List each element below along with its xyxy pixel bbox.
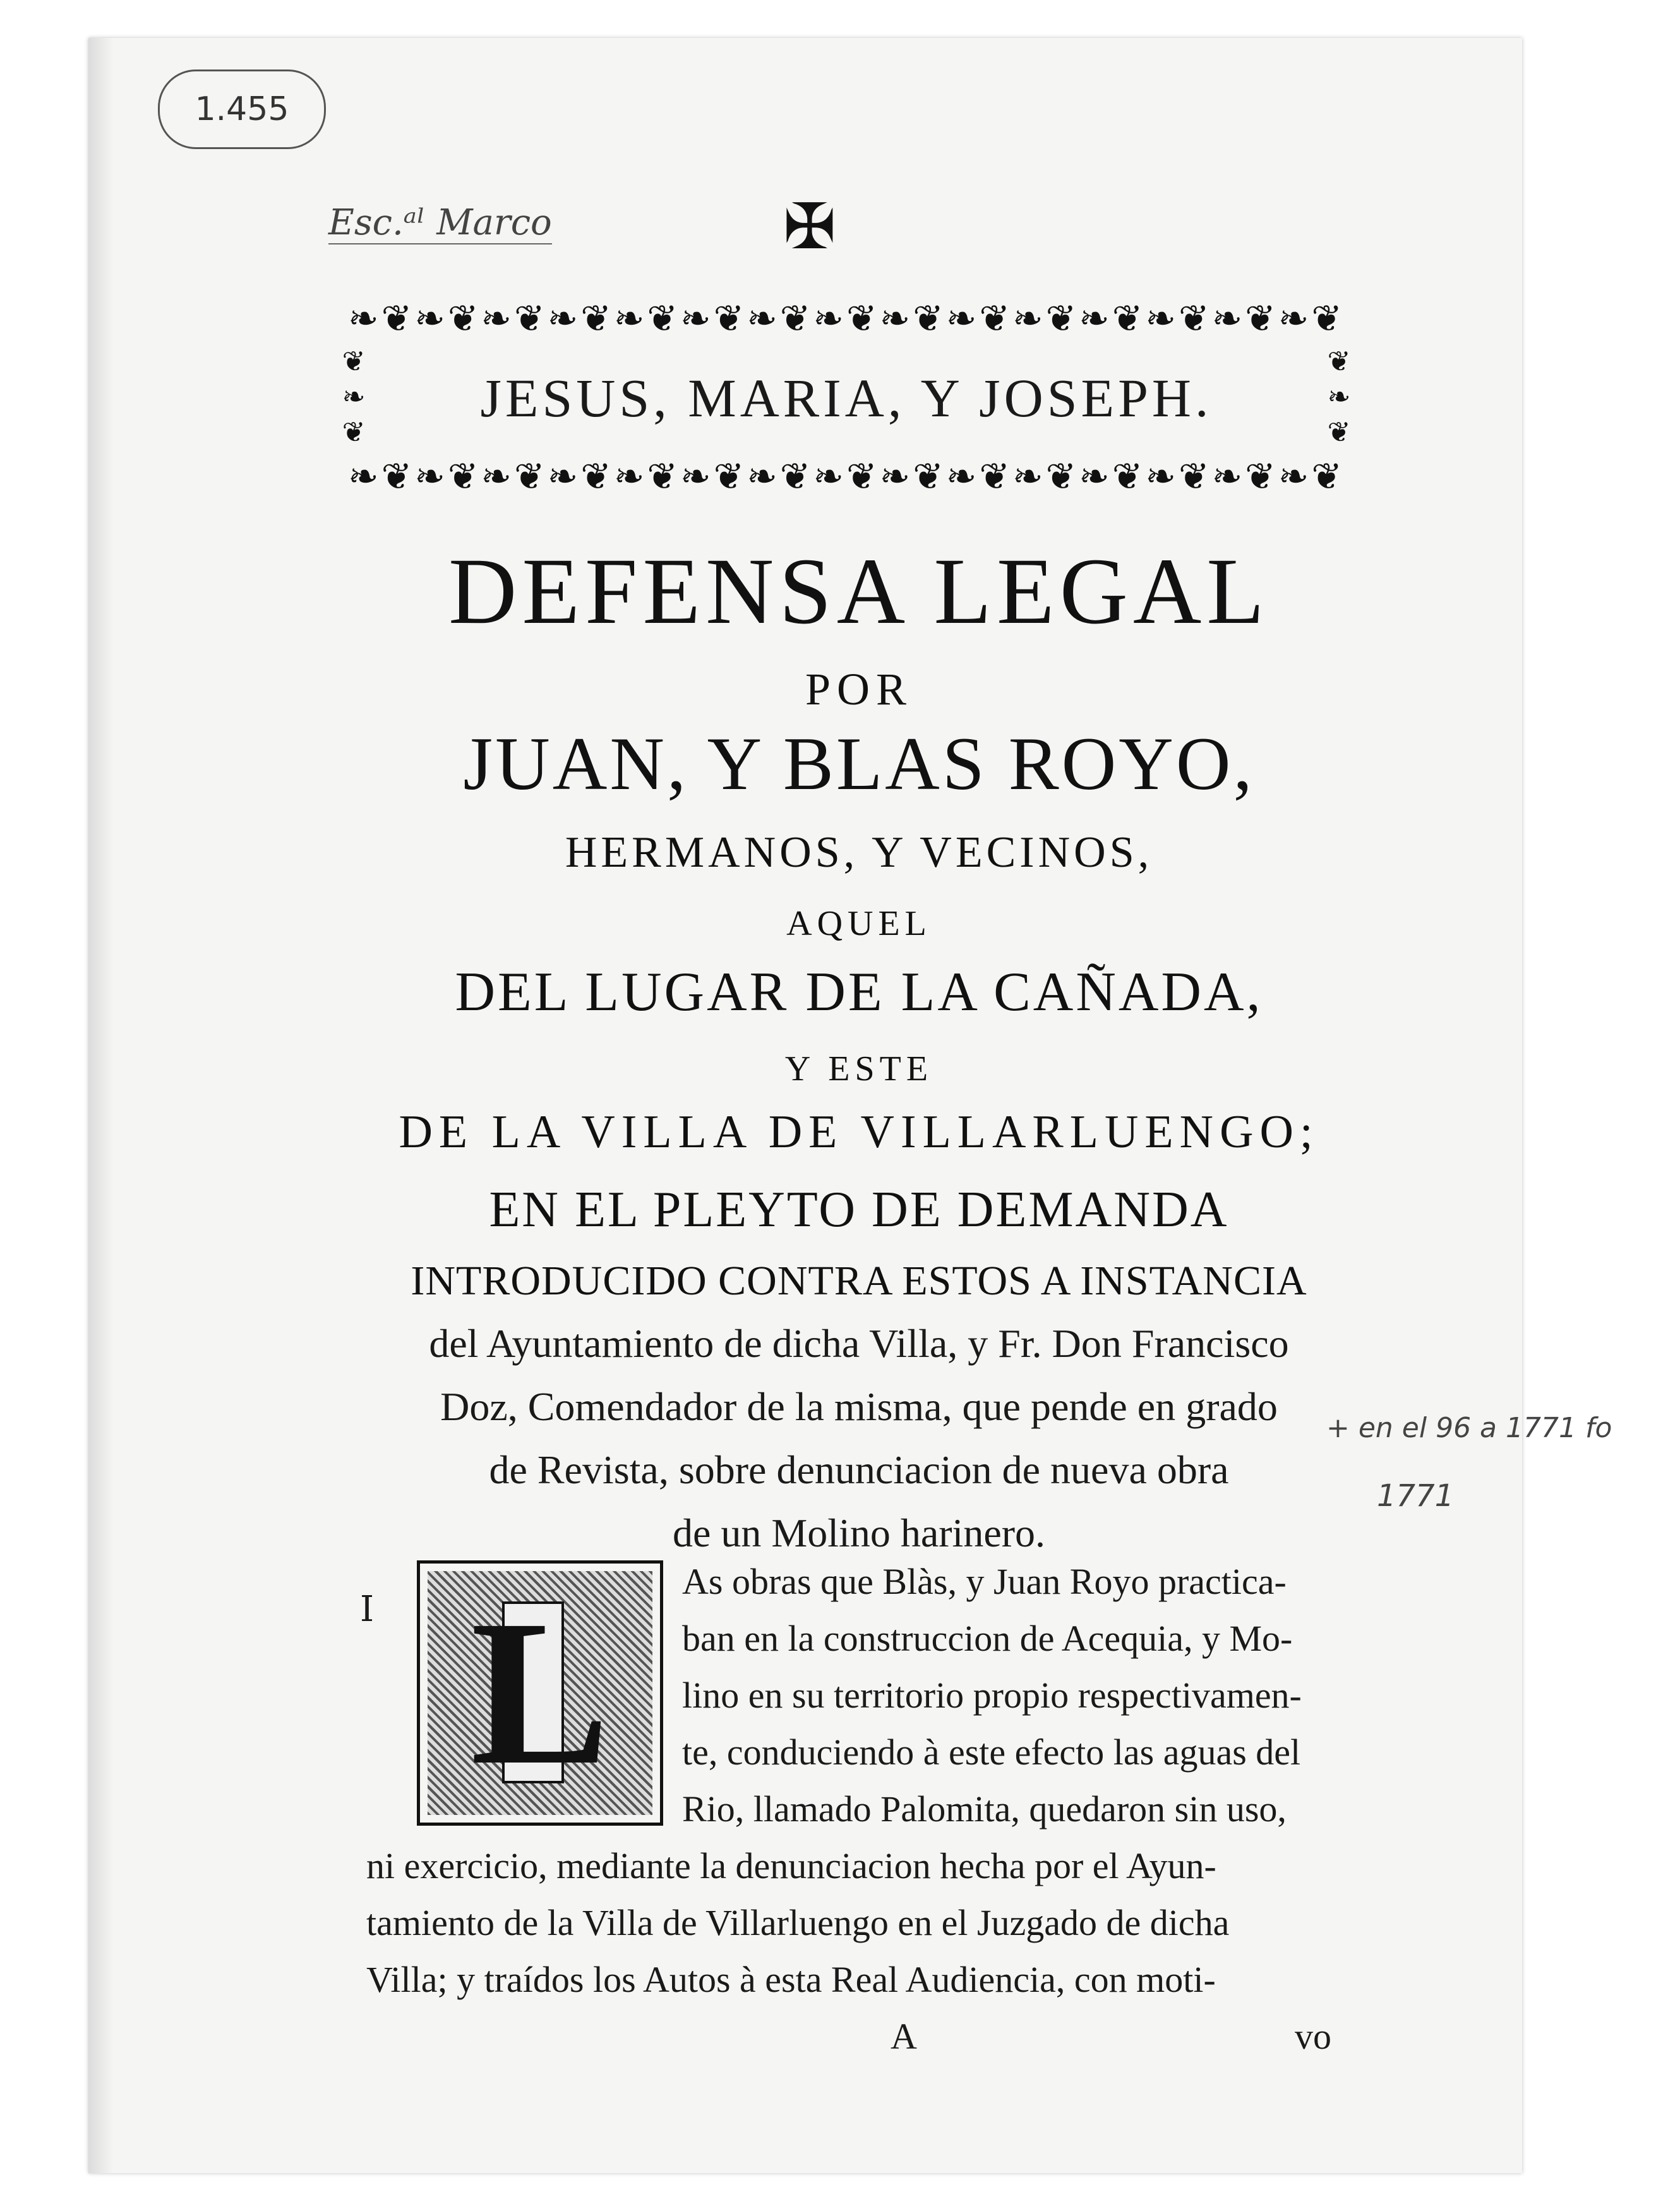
title-y-este: Y ESTE [784,1049,933,1088]
invocation-heading: JESUS, MARIA, Y JOSEPH. [480,368,1213,428]
body-line: Villa; y traídos los Autos à esta Real Audiencia, con moti- [366,1959,1216,2000]
body-line: tamiento de la Villa de Villarluengo en el Juzgado de dicha [366,1902,1230,1943]
border-top: ❧❦❧❦❧❦❧❦❧❦❧❦❧❦❧❦❧❦❧❦❧❦❧❦❧❦❧❦❧❦ [348,297,1345,340]
margin-annotation-2: 1771 [1377,1478,1455,1514]
title-aquel: AQUEL [786,904,932,943]
subtitle-line: de Revista, sobre denunciacion de nueva obra [489,1447,1229,1492]
handwritten-signature: Esc.ᵃˡ Marco [328,202,552,243]
body-line: ban en la construccion de Acequia, y Mo- [682,1618,1293,1659]
body-line: te, conduciendo à este efecto las aguas del [682,1732,1301,1773]
body-line: As obras que Blàs, y Juan Royo practica- [682,1561,1287,1602]
body-line: lino en su territorio propio respectivamen- [682,1675,1302,1716]
body-line: ni exercicio, mediante la denunciacion hecha por el Ayun- [366,1845,1216,1886]
cross-ornament: ✠ [783,190,836,263]
title-villa: DE LA VILLA DE VILLARLUENGO; [399,1106,1319,1158]
border-left: ❦ ❧ ❦ [342,346,366,449]
paragraph-number: I [360,1589,375,1630]
subtitle-line: del Ayuntamiento de dicha Villa, y Fr. Don Francisco [429,1321,1289,1366]
body-line: Rio, llamado Palomita, quedaron sin uso, [682,1788,1287,1829]
document-page [88,38,1612,2173]
signature-mark: A [891,2016,917,2057]
title-names: JUAN, Y BLAS ROYO, [463,721,1255,805]
title-hermanos: HERMANOS, Y VECINOS, [565,828,1153,877]
border-bottom: ❧❦❧❦❧❦❧❦❧❦❧❦❧❦❧❦❧❦❧❦❧❦❧❦❧❦❧❦❧❦ [348,455,1345,498]
title-introducido: INTRODUCIDO CONTRA ESTOS A INSTANCIA [411,1258,1307,1304]
margin-annotation: + en el 96 a 1771 fo [1326,1412,1612,1444]
catchword: vo [1295,2016,1331,2057]
title-lugar: DEL LUGAR DE LA CAÑADA, [455,961,1263,1023]
decorated-initial [417,1560,663,1826]
title-pleyto: EN EL PLEYTO DE DEMANDA [489,1182,1229,1238]
initial-letter: L [471,1577,610,1808]
page-title: DEFENSA LEGAL [448,539,1269,644]
subtitle-line: Doz, Comendador de la misma, que pende en grado [440,1384,1278,1429]
border-right: ❦ ❧ ❦ [1327,346,1351,449]
page-spine [88,38,114,2173]
title-por: POR [805,664,913,714]
catalog-number: 1.455 [158,69,326,149]
subtitle-line: de un Molino harinero. [672,1510,1046,1555]
